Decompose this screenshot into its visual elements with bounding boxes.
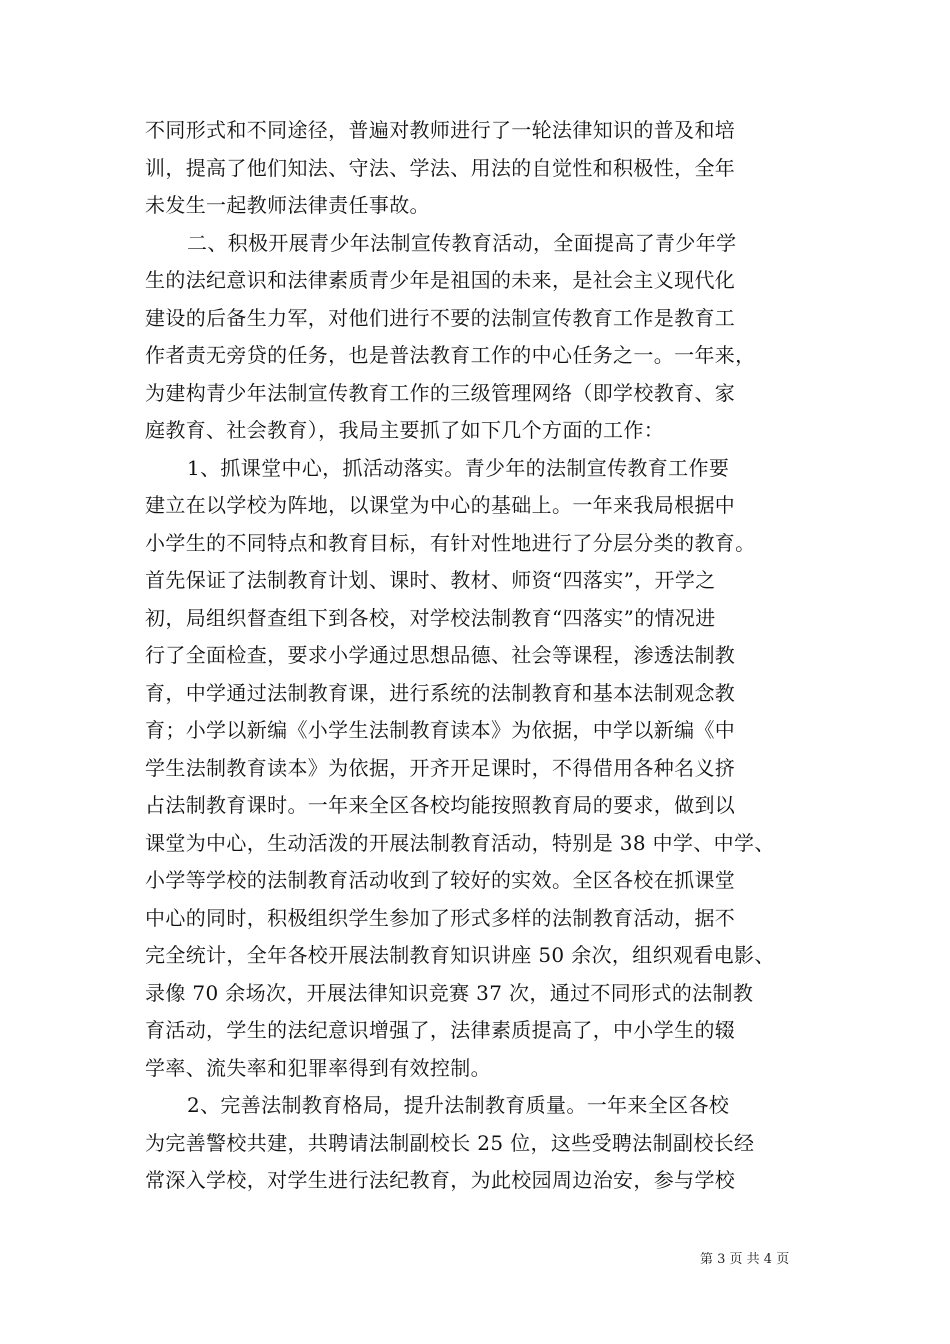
text-line: 小学生的不同特点和教育目标，有针对性地进行了分层分类的教育。 (145, 530, 756, 555)
text-line: 为建构青少年法制宣传教育工作的三级管理网络（即学校教育、家 (145, 380, 736, 405)
text-line: 学率、流失率和犯罪率得到有效控制。 (145, 1055, 491, 1080)
text-line: 为完善警校共建，共聘请法制副校长 25 位，这些受聘法制副校长经 (145, 1130, 755, 1155)
text-line: 未发生一起教师法律责任事故。 (145, 193, 430, 217)
text-line: 占法制教育课时。一年来全区各校均能按照教育局的要求，做到以 (145, 793, 736, 817)
text-line: 1、抓课堂中心，抓活动落实。青少年的法制宣传教育工作要 (187, 455, 730, 480)
text-line: 育活动，学生的法纪意识增强了，法律素质提高了，中小学生的辍 (145, 1018, 736, 1042)
text-line: 建立在以学校为阵地，以课堂为中心的基础上。一年来我局根据中 (145, 493, 736, 517)
text-line: 录像 70 余场次，开展法律知识竞赛 37 次，通过不同形式的法制教 (145, 980, 754, 1005)
page-number: 第 3 页 共 4 页 (700, 1252, 790, 1267)
text-line: 育；小学以新编《小学生法制教育读本》为依据，中学以新编《中 (145, 718, 736, 742)
document-body (145, 112, 810, 1200)
text-line: 作者责无旁贷的任务，也是普法教育工作的中心任务之一。一年来， (145, 343, 756, 367)
text-line: 课堂为中心，生动活泼的开展法制教育活动，特别是 38 中学、中学、 (145, 830, 775, 855)
text-line: 2、完善法制教育格局，提升法制教育质量。一年来全区各校 (187, 1093, 730, 1117)
text-line: 初，局组织督查组下到各校，对学校法制教育“四落实”的情况进 (145, 605, 716, 630)
text-line: 中心的同时，积极组织学生参加了形式多样的法制教育活动，据不 (145, 905, 736, 930)
text-line: 生的法纪意识和法律素质青少年是祖国的未来，是社会主义现代化 (145, 268, 736, 292)
text-line: 育，中学通过法制教育课，进行系统的法制教育和基本法制观念教 (145, 680, 736, 705)
text-line: 庭教育、社会教育），我局主要抓了如下几个方面的工作： (145, 418, 665, 442)
text-line: 小学等学校的法制教育活动收到了较好的实效。全区各校在抓课堂 (145, 868, 736, 892)
text-line: 完全统计，全年各校开展法制教育知识讲座 50 余次，组织观看电影、 (145, 943, 775, 967)
text-line: 常深入学校，对学生进行法纪教育，为此校园周边治安，参与学校 (145, 1168, 736, 1192)
text-line: 学生法制教育读本》为依据，开齐开足课时，不得借用各种名义挤 (145, 755, 736, 780)
text-line: 行了全面检查，要求小学通过思想品德、社会等课程，渗透法制教 (145, 643, 736, 667)
text-line: 二、积极开展青少年法制宣传教育活动，全面提高了青少年学 (187, 230, 737, 255)
text-line: 首先保证了法制教育计划、课时、教材、师资“四落实”，开学之 (145, 568, 716, 592)
text-line: 不同形式和不同途径，普遍对教师进行了一轮法律知识的普及和培 (145, 118, 736, 142)
text-line: 建设的后备生力军，对他们进行不要的法制宣传教育工作是教育工 (145, 305, 736, 330)
text-line: 训，提高了他们知法、守法、学法、用法的自觉性和积极性，全年 (145, 155, 736, 180)
